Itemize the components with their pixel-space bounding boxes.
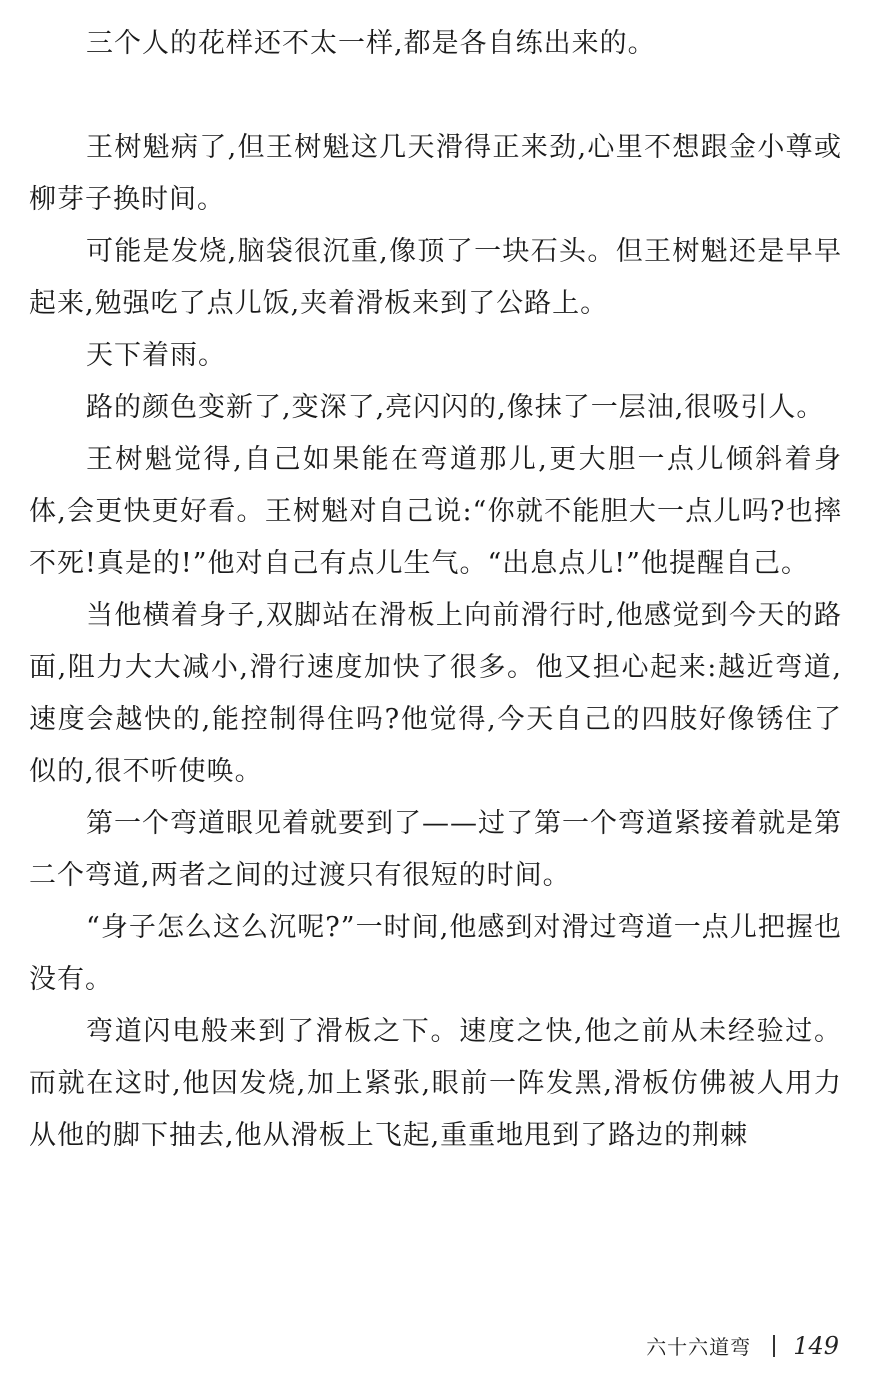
- body-text: [29, 18, 842, 1162]
- paragraph: 三个人的花样还不太一样,都是各自练出来的。: [86, 28, 656, 59]
- paragraph: 第一个弯道眼见着就要到了——过了第一个弯道紧接着就是第二个弯道,两者之间的过渡只有很短的时间。: [29, 808, 842, 891]
- page-number: 149: [793, 1331, 839, 1360]
- footer-divider: [773, 1335, 775, 1357]
- paragraph: 天下着雨。: [86, 340, 226, 371]
- running-head: 六十六道弯: [646, 1335, 752, 1359]
- page-footer: [646, 1331, 839, 1360]
- paragraph: 路的颜色变新了,变深了,亮闪闪的,像抹了一层油,很吸引人。: [86, 392, 825, 423]
- paragraph: 当他横着身子,双脚站在滑板上向前滑行时,他感觉到今天的路面,阻力大大减小,滑行速度加快了很多。他又担心起来:越近弯道,速度会越快的,能控制得住吗?他觉得,今天自己的四肢好像锈住了似的,很不听使唤。: [29, 600, 842, 787]
- paragraph: 王树魁病了,但王树魁这几天滑得正来劲,心里不想跟金小尊或柳芽子换时间。: [29, 132, 842, 215]
- paragraph: 弯道闪电般来到了滑板之下。速度之快,他之前从未经验过。而就在这时,他因发烧,加上紧张,眼前一阵发黑,滑板仿佛被人用力从他的脚下抽去,他从滑板上飞起,重重地甩到了路边的荆棘: [29, 1016, 842, 1151]
- paragraph: 王树魁觉得,自己如果能在弯道那儿,更大胆一点儿倾斜着身体,会更快更好看。王树魁对自己说:“你就不能胆大一点儿吗?也摔不死!真是的!”他对自己有点儿生气。“出息点儿!”他提醒自己。: [29, 444, 842, 579]
- paragraph: “身子怎么这么沉呢?”一时间,他感到对滑过弯道一点儿把握也没有。: [29, 912, 842, 995]
- paragraph: 可能是发烧,脑袋很沉重,像顶了一块石头。但王树魁还是早早起来,勉强吃了点儿饭,夹着滑板来到了公路上。: [29, 236, 842, 319]
